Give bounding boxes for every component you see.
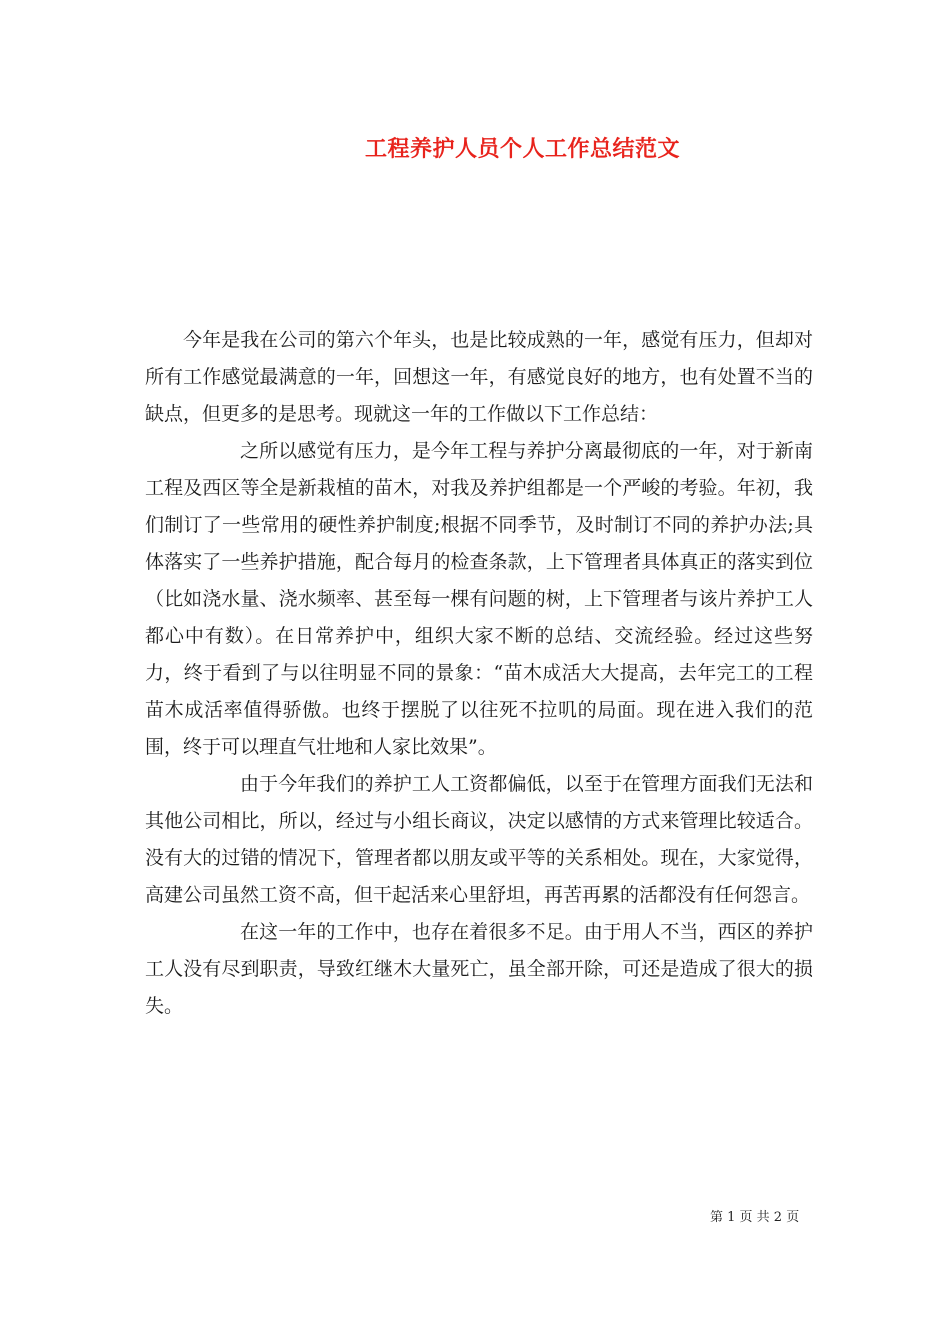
- paragraph-2: 之所以感觉有压力，是今年工程与养护分离最彻底的一年，对于新南工程及西区等全是新栽植的苗木，对我及养护组都是一个严峻的考验。年初，我们制订了一些常用的硬性养护制度;根据不同季节，及时制订不同的养护办法;具体落实了一些养护措施，配合每月的检查条款，上下管理者具体真正的落实到位（比如浇水量、浇水频率、甚至每一棵有问题的树，上下管理者与该片养护工人都心中有数）。在日常养护中，组织大家不断的总结、交流经验。经过这些努力，终于看到了与以往明显不同的景象：“苗木成活大大提高，去年完工的工程苗木成活率值得骄傲。也终于摆脱了以往死不拉叽的局面。现在进入我们的范围，终于可以理直气壮地和人家比效果”。: [145, 440, 813, 758]
- document-title-wrapper: [0, 132, 950, 163]
- document-title: 工程养护人员个人工作总结范文: [364, 136, 680, 162]
- paragraph-3: 由于今年我们的养护工人工资都偏低，以至于在管理方面我们无法和其他公司相比，所以，经过与小组长商议，决定以感情的方式来管理比较适合。没有大的过错的情况下，管理者都以朋友或平等的关系相处。现在，大家觉得，高建公司虽然工资不高，但干起活来心里舒坦，再苦再累的活都没有任何怨言。: [145, 773, 813, 906]
- page-number-footer: 第 1 页 共 2 页: [710, 1210, 800, 1225]
- paragraph-4: 在这一年的工作中，也存在着很多不足。由于用人不当，西区的养护工人没有尽到职责，导致红继木大量死亡，虽全部开除，可还是造成了很大的损失。: [145, 921, 813, 1017]
- document-body: [145, 322, 813, 1025]
- paragraph-1: 今年是我在公司的第六个年头，也是比较成熟的一年，感觉有压力，但却对所有工作感觉最满意的一年，回想这一年，有感觉良好的地方，也有处置不当的缺点，但更多的是思考。现就这一年的工作做以下工作总结：: [145, 329, 813, 425]
